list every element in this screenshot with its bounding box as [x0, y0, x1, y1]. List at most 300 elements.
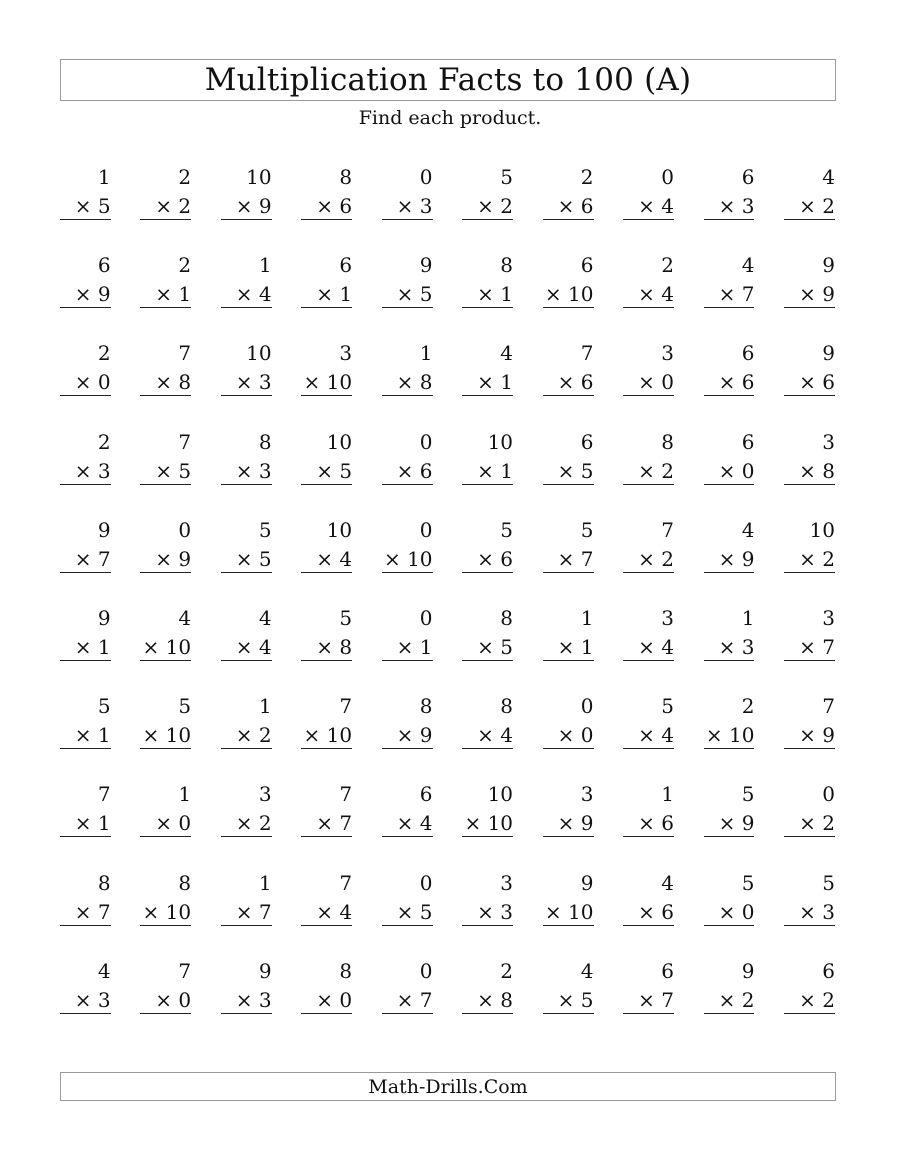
multiplier: 0 — [339, 987, 353, 1012]
multiplicand: 2 — [500, 958, 514, 983]
multiplicand: 6 — [741, 341, 755, 366]
answer-line — [60, 1013, 111, 1014]
answer-line — [60, 660, 111, 661]
answer-line — [382, 1013, 433, 1014]
multiplier-line — [384, 547, 433, 571]
multiplicand: 3 — [822, 429, 835, 454]
multiplier-line — [638, 635, 674, 659]
answer-line — [301, 660, 352, 661]
multiplicand: 0 — [822, 782, 835, 807]
multiplier: 6 — [500, 546, 514, 571]
answer-line — [382, 219, 433, 220]
multiplicand: 9 — [97, 605, 111, 630]
multiplier: 8 — [500, 987, 514, 1012]
multiplicand: 9 — [822, 253, 835, 278]
times-sign: × — [74, 370, 92, 395]
problem-14 — [301, 250, 352, 338]
multiplier: 10 — [165, 634, 192, 659]
multiplier-line — [75, 900, 111, 924]
times-sign: × — [316, 987, 333, 1012]
multiplier: 2 — [741, 987, 755, 1012]
times-sign: × — [303, 370, 321, 395]
times-sign: × — [155, 458, 172, 483]
multiplier: 8 — [178, 370, 192, 395]
answer-line — [543, 572, 594, 573]
answer-line — [140, 219, 191, 220]
multiplier-line — [719, 635, 755, 659]
multiplicand: 8 — [97, 870, 111, 895]
problem-18 — [623, 250, 674, 338]
multiplier-line — [719, 988, 755, 1012]
times-sign: × — [544, 282, 562, 307]
answer-line — [301, 836, 352, 837]
times-sign: × — [638, 546, 655, 571]
answer-line — [301, 572, 352, 573]
multiplier-line — [558, 459, 594, 483]
multiplicand: 4 — [580, 958, 594, 983]
times-sign: × — [799, 282, 816, 307]
times-sign: × — [396, 899, 414, 924]
answer-line — [623, 219, 674, 220]
multiplier: 2 — [258, 723, 272, 748]
multiplier: 8 — [339, 634, 353, 659]
title-box — [60, 59, 836, 101]
problem-1 — [60, 162, 111, 250]
answer-line — [543, 925, 594, 926]
answer-line — [623, 836, 674, 837]
multiplier: 10 — [165, 899, 192, 924]
multiplicand: 6 — [339, 253, 353, 278]
multiplier: 7 — [258, 899, 272, 924]
problem-96 — [462, 956, 513, 1044]
multiplier: 6 — [661, 899, 674, 924]
times-sign: × — [799, 194, 816, 218]
times-sign: × — [155, 370, 172, 395]
multiplier: 6 — [339, 194, 353, 218]
multiplier: 4 — [500, 723, 514, 748]
times-sign: × — [557, 546, 575, 571]
multiplicand: 3 — [822, 605, 835, 630]
problem-9 — [704, 162, 755, 250]
answer-line — [704, 572, 755, 573]
multiplier-line — [316, 547, 352, 571]
times-sign: × — [235, 282, 253, 307]
problem-76 — [462, 779, 513, 867]
multiplier: 2 — [822, 811, 835, 836]
times-sign: × — [638, 370, 655, 395]
answer-line — [60, 572, 111, 573]
multiplicand: 1 — [580, 605, 594, 630]
multiplier: 10 — [165, 723, 192, 748]
times-sign: × — [155, 546, 172, 571]
problem-73 — [221, 779, 272, 867]
times-sign: × — [718, 899, 736, 924]
multiplicand: 2 — [741, 694, 755, 719]
problem-37 — [543, 427, 594, 515]
problem-68 — [623, 691, 674, 779]
times-sign: × — [799, 811, 816, 836]
answer-line — [784, 748, 835, 749]
multiplier-line — [316, 988, 352, 1012]
problem-8 — [623, 162, 674, 250]
multiplier-line — [316, 282, 352, 306]
times-sign: × — [544, 899, 562, 924]
multiplier: 9 — [741, 546, 755, 571]
multiplicand: 6 — [97, 253, 111, 278]
multiplier: 3 — [97, 987, 111, 1012]
answer-line — [221, 1013, 272, 1014]
multiplier-line — [558, 811, 594, 835]
multiplier: 1 — [580, 634, 594, 659]
multiplier-line — [316, 459, 352, 483]
multiplicand: 8 — [258, 429, 272, 454]
times-sign: × — [718, 194, 736, 218]
problem-4 — [301, 162, 352, 250]
answer-line — [784, 660, 835, 661]
multiplier-line — [397, 370, 433, 394]
answer-line — [462, 748, 513, 749]
times-sign: × — [477, 282, 494, 307]
answer-line — [704, 219, 755, 220]
problem-48 — [623, 515, 674, 603]
problem-20 — [784, 250, 835, 338]
multiplier: 2 — [258, 811, 272, 836]
times-sign: × — [396, 370, 414, 395]
answer-line — [221, 572, 272, 573]
multiplicand: 4 — [500, 341, 514, 366]
times-sign: × — [155, 194, 172, 218]
times-sign: × — [316, 811, 333, 836]
answer-line — [221, 836, 272, 837]
multiplier-line — [477, 370, 513, 394]
multiplier: 5 — [580, 987, 594, 1012]
answer-line — [623, 1013, 674, 1014]
multiplier: 2 — [822, 194, 835, 218]
multiplicand: 6 — [822, 958, 835, 983]
multiplier: 2 — [822, 987, 835, 1012]
multiplier-line — [75, 723, 111, 747]
answer-line — [221, 660, 272, 661]
multiplicand: 5 — [178, 694, 192, 719]
multiplier: 10 — [729, 723, 755, 748]
answer-line — [382, 395, 433, 396]
multiplicand: 10 — [809, 517, 835, 542]
multiplicand: 10 — [487, 782, 514, 807]
multiplicand: 1 — [178, 782, 192, 807]
times-sign: × — [74, 458, 92, 483]
multiplicand: 6 — [741, 165, 755, 189]
multiplicand: 9 — [741, 958, 755, 983]
multiplier: 10 — [407, 546, 433, 571]
multiplicand: 2 — [97, 429, 111, 454]
multiplier-line — [719, 900, 755, 924]
answer-line — [623, 307, 674, 308]
multiplier-line — [397, 988, 433, 1012]
multiplicand: 3 — [500, 870, 514, 895]
multiplicand: 10 — [246, 165, 272, 189]
multiplier-line — [477, 282, 513, 306]
times-sign: × — [718, 458, 736, 483]
multiplier: 10 — [326, 723, 353, 748]
multiplicand: 2 — [580, 165, 594, 189]
problem-46 — [462, 515, 513, 603]
multiplier: 3 — [258, 458, 272, 483]
multiplier: 2 — [661, 546, 674, 571]
problem-6 — [462, 162, 513, 250]
times-sign: × — [74, 987, 92, 1012]
times-sign: × — [303, 723, 321, 748]
problem-2 — [140, 162, 191, 250]
times-sign: × — [155, 987, 172, 1012]
multiplier-line — [75, 988, 111, 1012]
multiplier-line — [638, 988, 674, 1012]
times-sign: × — [557, 723, 575, 748]
multiplier-line — [477, 194, 513, 218]
multiplier-line — [155, 282, 191, 306]
problem-12 — [140, 250, 191, 338]
times-sign: × — [396, 811, 414, 836]
multiplier: 0 — [741, 458, 755, 483]
times-sign: × — [799, 723, 816, 748]
multiplicand: 3 — [258, 782, 272, 807]
problem-70 — [784, 691, 835, 779]
multiplicand: 4 — [741, 517, 755, 542]
multiplicand: 8 — [339, 958, 353, 983]
times-sign: × — [718, 370, 736, 395]
multiplier-line — [397, 900, 433, 924]
multiplier-line — [719, 811, 755, 835]
times-sign: × — [396, 723, 414, 748]
answer-line — [462, 836, 513, 837]
times-sign: × — [638, 194, 655, 218]
multiplier-line — [799, 282, 835, 306]
multiplier: 2 — [178, 194, 192, 218]
times-sign: × — [235, 811, 253, 836]
instructions: Find each product. — [358, 107, 542, 129]
multiplicand: 8 — [500, 694, 514, 719]
times-sign: × — [477, 194, 494, 218]
answer-line — [543, 484, 594, 485]
multiplier: 0 — [178, 811, 192, 836]
multiplier-line — [638, 194, 674, 218]
multiplicand: 4 — [178, 605, 192, 630]
multiplier-line — [155, 194, 191, 218]
multiplicand: 9 — [419, 253, 433, 278]
multiplier: 1 — [178, 282, 192, 307]
multiplier-line — [799, 723, 835, 747]
answer-line — [140, 925, 191, 926]
problem-36 — [462, 427, 513, 515]
problem-7 — [543, 162, 594, 250]
answer-line — [60, 219, 111, 220]
multiplier-line — [236, 900, 272, 924]
multiplicand: 10 — [246, 341, 272, 366]
problem-25 — [382, 338, 433, 426]
multiplier: 7 — [97, 546, 111, 571]
times-sign: × — [235, 634, 253, 659]
problem-64 — [301, 691, 352, 779]
multiplier-line — [558, 194, 594, 218]
multiplicand: 10 — [487, 429, 514, 454]
multiplier: 9 — [822, 282, 835, 307]
multiplicand: 6 — [580, 429, 594, 454]
answer-line — [784, 572, 835, 573]
multiplier: 3 — [258, 987, 272, 1012]
answer-line — [784, 219, 835, 220]
multiplier: 7 — [822, 634, 835, 659]
multiplicand: 8 — [419, 694, 433, 719]
answer-line — [543, 395, 594, 396]
multiplicand: 0 — [419, 165, 433, 189]
times-sign: × — [464, 811, 482, 836]
answer-line — [140, 484, 191, 485]
answer-line — [462, 925, 513, 926]
multiplier-line — [316, 194, 352, 218]
answer-line — [60, 925, 111, 926]
multiplicand: 5 — [258, 517, 272, 542]
times-sign: × — [74, 811, 92, 836]
multiplier-line — [316, 635, 352, 659]
multiplier: 0 — [580, 723, 594, 748]
multiplier-line — [706, 723, 755, 747]
problem-13 — [221, 250, 272, 338]
problem-67 — [543, 691, 594, 779]
answer-line — [301, 484, 352, 485]
multiplier-line — [397, 811, 433, 835]
multiplier-line — [638, 811, 674, 835]
multiplicand: 3 — [580, 782, 594, 807]
multiplicand: 0 — [419, 605, 433, 630]
multiplier-line — [236, 723, 272, 747]
multiplier-line — [75, 370, 111, 394]
problem-45 — [382, 515, 433, 603]
answer-line — [543, 219, 594, 220]
multiplier: 0 — [178, 987, 192, 1012]
problem-54 — [301, 603, 352, 691]
times-sign: × — [396, 634, 414, 659]
problem-38 — [623, 427, 674, 515]
answer-line — [382, 836, 433, 837]
times-sign: × — [142, 634, 160, 659]
problem-30 — [784, 338, 835, 426]
answer-line — [301, 395, 352, 396]
multiplier: 1 — [500, 282, 514, 307]
multiplier-line — [236, 370, 272, 394]
multiplier: 3 — [97, 458, 111, 483]
problem-24 — [301, 338, 352, 426]
multiplier: 3 — [258, 370, 272, 395]
problem-92 — [140, 956, 191, 1044]
answer-line — [301, 925, 352, 926]
times-sign: × — [74, 194, 92, 218]
times-sign: × — [316, 282, 333, 307]
multiplicand: 0 — [661, 165, 674, 189]
multiplier-line — [477, 547, 513, 571]
multiplicand: 1 — [258, 694, 272, 719]
multiplier: 9 — [580, 811, 594, 836]
problem-49 — [704, 515, 755, 603]
answer-line — [221, 925, 272, 926]
multiplicand: 7 — [339, 694, 353, 719]
problem-27 — [543, 338, 594, 426]
problem-53 — [221, 603, 272, 691]
multiplicand: 1 — [258, 253, 272, 278]
times-sign: × — [799, 458, 816, 483]
multiplier-line — [75, 811, 111, 835]
multiplicand: 8 — [339, 165, 353, 189]
answer-line — [784, 484, 835, 485]
multiplicand: 7 — [178, 958, 192, 983]
problem-42 — [140, 515, 191, 603]
multiplier: 1 — [97, 723, 111, 748]
multiplier-line — [477, 988, 513, 1012]
answer-line — [704, 660, 755, 661]
problem-100 — [784, 956, 835, 1044]
answer-line — [704, 925, 755, 926]
answer-line — [784, 925, 835, 926]
multiplier-line — [638, 723, 674, 747]
times-sign: × — [142, 899, 160, 924]
multiplier: 8 — [822, 458, 835, 483]
multiplier-line — [558, 547, 594, 571]
multiplier-line — [236, 282, 272, 306]
times-sign: × — [396, 282, 414, 307]
times-sign: × — [557, 370, 575, 395]
multiplicand: 4 — [741, 253, 755, 278]
multiplicand: 7 — [178, 429, 192, 454]
multiplicand: 1 — [97, 165, 111, 189]
problem-5 — [382, 162, 433, 250]
times-sign: × — [74, 723, 92, 748]
multiplier: 3 — [500, 899, 514, 924]
times-sign: × — [718, 282, 736, 307]
times-sign: × — [799, 987, 816, 1012]
problem-35 — [382, 427, 433, 515]
multiplicand: 6 — [661, 958, 674, 983]
multiplier-line — [155, 459, 191, 483]
times-sign: × — [718, 634, 736, 659]
multiplier: 10 — [568, 899, 594, 924]
multiplier: 9 — [741, 811, 755, 836]
multiplier: 3 — [419, 194, 433, 218]
answer-line — [462, 307, 513, 308]
times-sign: × — [718, 987, 736, 1012]
times-sign: × — [155, 811, 172, 836]
times-sign: × — [235, 194, 253, 218]
multiplicand: 5 — [741, 782, 755, 807]
multiplier: 1 — [500, 370, 514, 395]
problem-44 — [301, 515, 352, 603]
multiplier-line — [236, 459, 272, 483]
multiplier: 6 — [580, 194, 594, 218]
multiplier-line — [75, 459, 111, 483]
multiplicand: 9 — [258, 958, 272, 983]
problem-41 — [60, 515, 111, 603]
times-sign: × — [557, 987, 575, 1012]
multiplicand: 8 — [500, 253, 514, 278]
multiplicand: 4 — [97, 958, 111, 983]
multiplier: 6 — [822, 370, 835, 395]
multiplier-line — [638, 282, 674, 306]
multiplier: 9 — [178, 546, 192, 571]
multiplicand: 5 — [661, 694, 674, 719]
multiplier: 4 — [258, 634, 272, 659]
multiplier-line — [558, 370, 594, 394]
multiplier: 4 — [258, 282, 272, 307]
multiplier-line — [155, 547, 191, 571]
problem-29 — [704, 338, 755, 426]
multiplier: 6 — [419, 458, 433, 483]
